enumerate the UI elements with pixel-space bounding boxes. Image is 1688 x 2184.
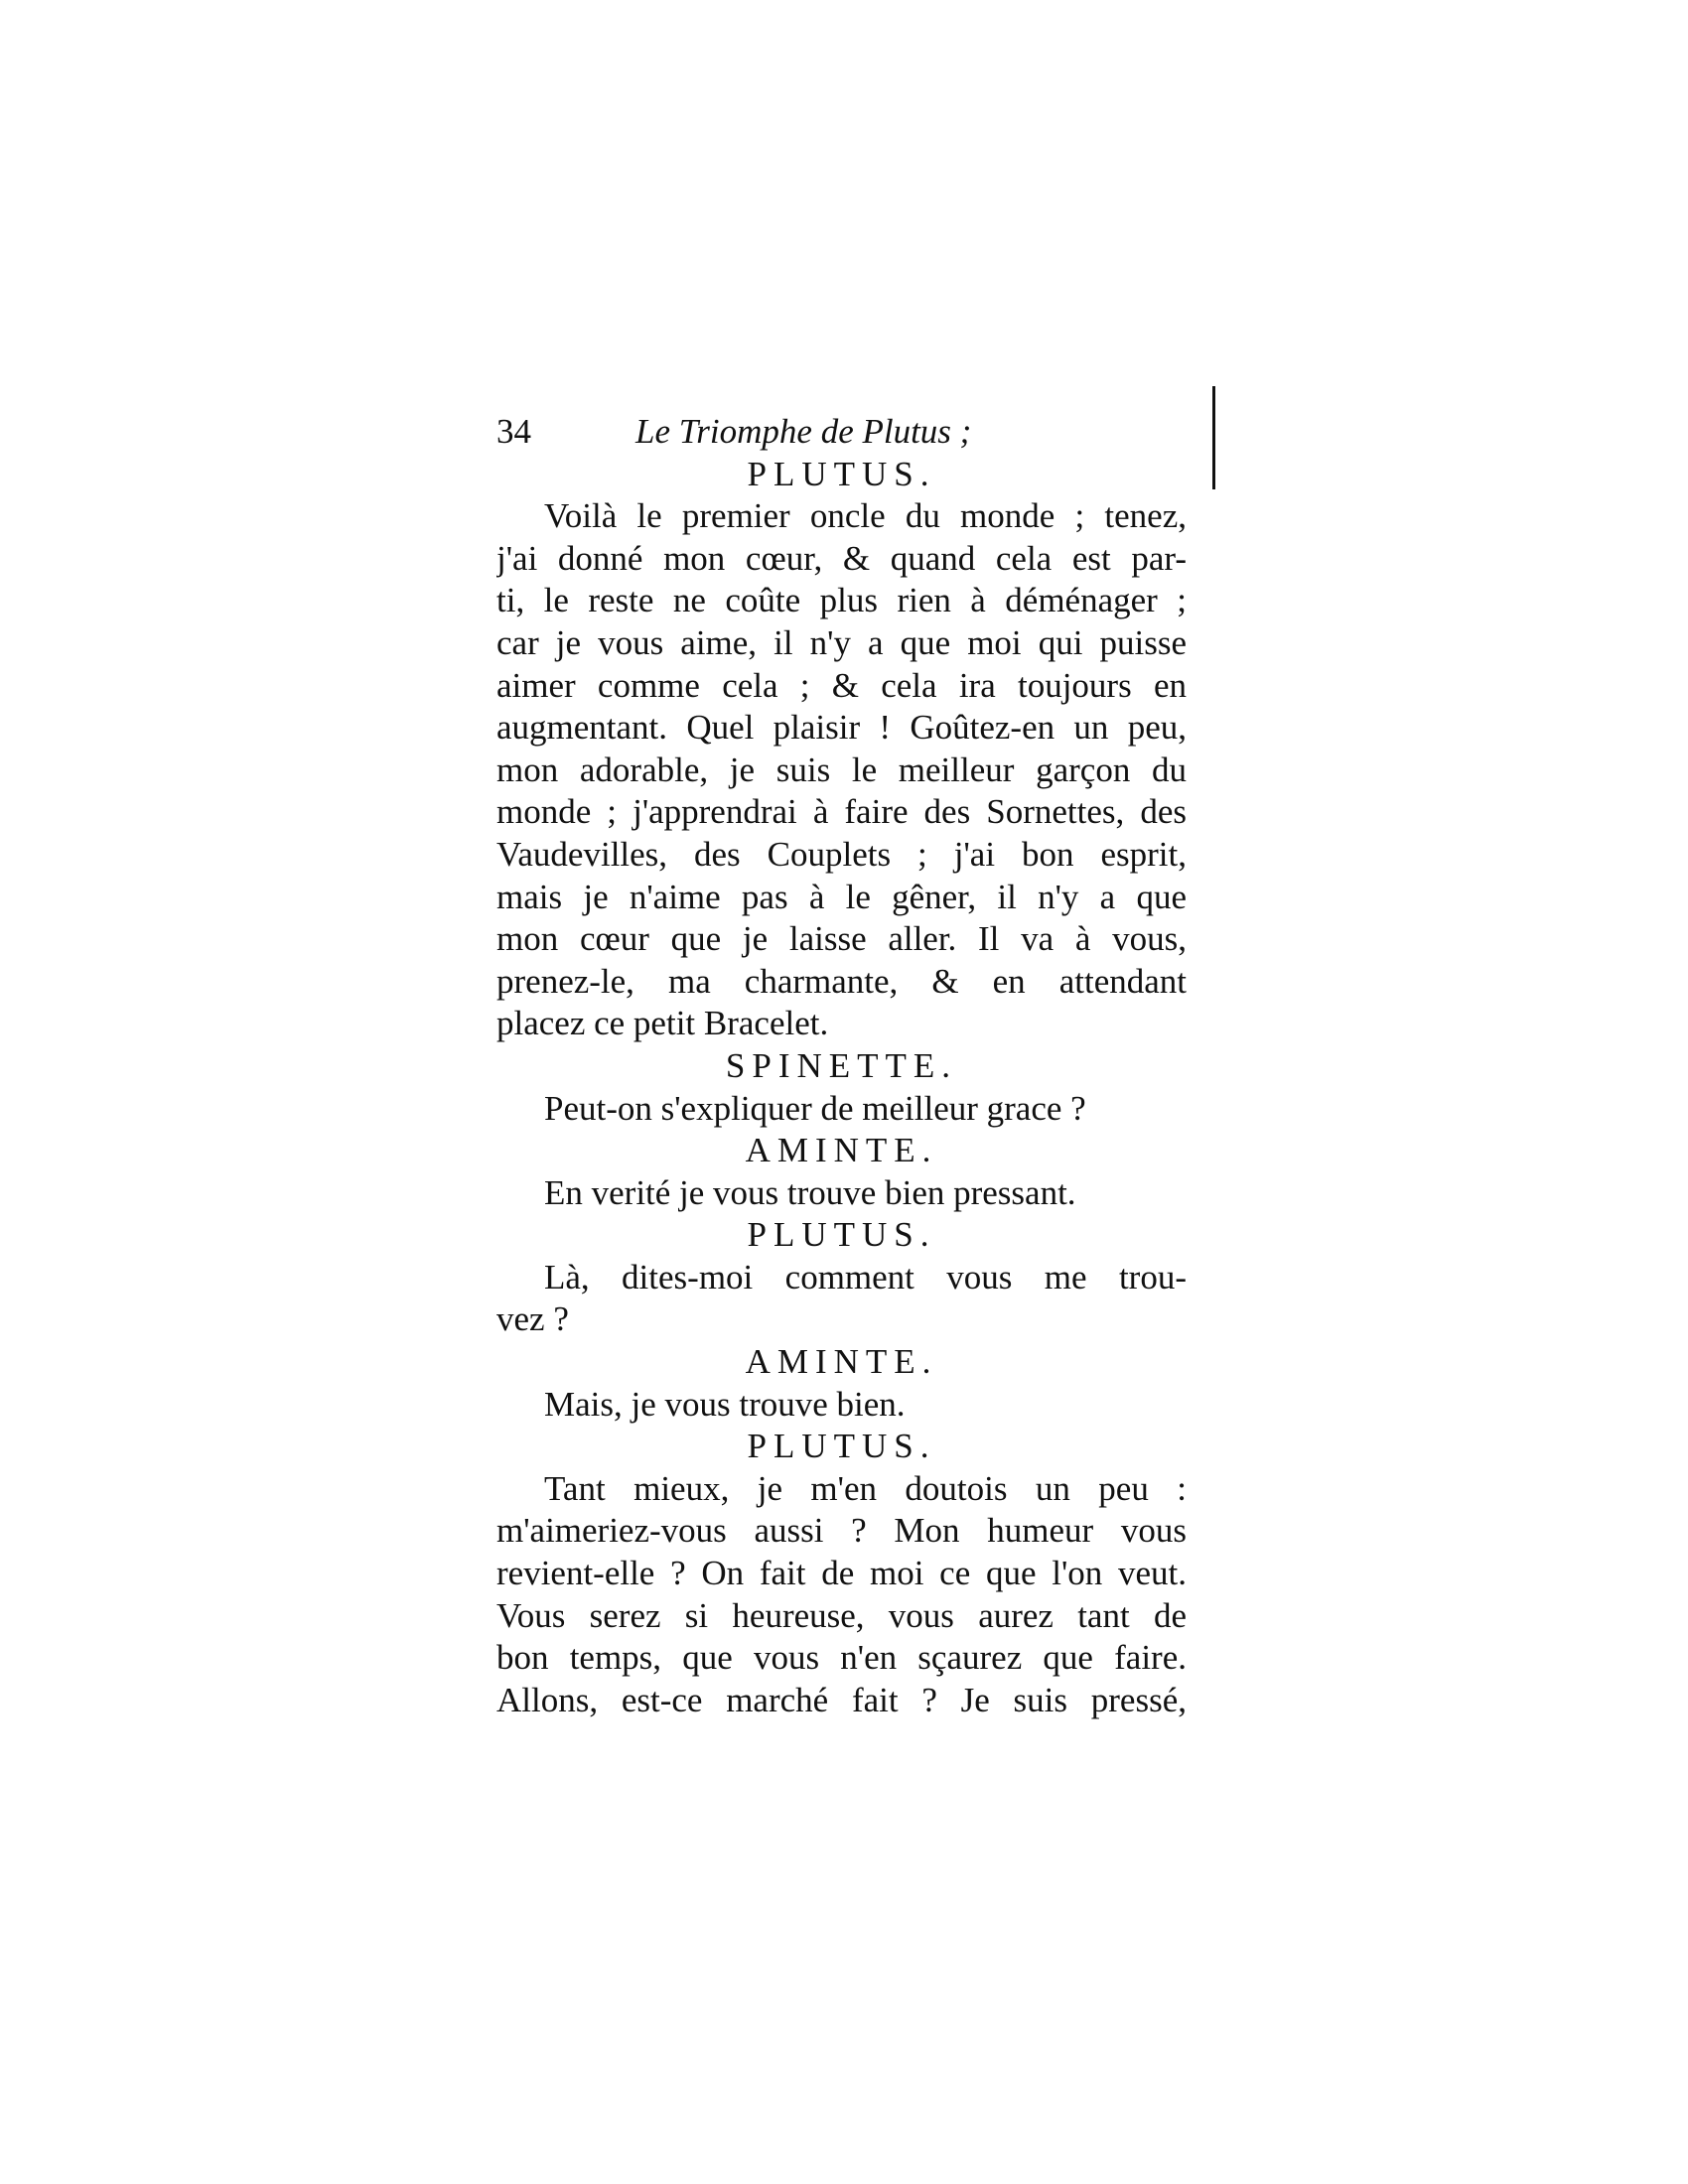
text-line: Vaudevilles, des Couplets ; j'ai bon esprit,: [496, 834, 1187, 874]
text-line: revient-elle ? On fait de moi ce que l'on veut.: [496, 1554, 1187, 1593]
text-line: augmentant. Quel plaisir ! Goûtez-en un peu,: [496, 708, 1187, 748]
text-line: mon adorable, je suis le meilleur garçon du: [496, 750, 1187, 789]
scan-edge-line: [1212, 386, 1215, 489]
text-line: car je vous aime, il n'y a que moi qui puisse: [496, 622, 1187, 662]
speaker-name: PLUTUS.: [747, 454, 936, 493]
text-line: mon cœur que je laisse aller. Il va à vous,: [496, 919, 1187, 959]
text-line: monde ; j'apprendrai à faire des Sornettes, des: [496, 792, 1187, 832]
text-line: ti, le reste ne coûte plus rien à déménager ;: [496, 581, 1187, 620]
text-line: mais je n'aime pas à le gêner, il n'y a que: [496, 877, 1187, 916]
text-line: Allons, est-ce marché fait ? Je suis pressé,: [496, 1680, 1187, 1719]
running-title: Le Triomphe de Plutus ;: [635, 412, 972, 451]
text-line: Là, dites-moi comment vous me trou-: [544, 1257, 1187, 1297]
text-line: bon temps, que vous n'en sçaurez que faire.: [496, 1638, 1187, 1678]
text-line: Mais, je vous trouve bien.: [544, 1384, 906, 1424]
text-line: m'aimeriez-vous aussi ? Mon humeur vous: [496, 1511, 1187, 1551]
text-line: Peut-on s'expliquer de meilleur grace ?: [544, 1088, 1086, 1128]
play-text: [496, 454, 1187, 1722]
text-line: prenez-le, ma charmante, & en attendant: [496, 961, 1187, 1001]
text-line: j'ai donné mon cœur, & quand cela est par-: [496, 538, 1187, 578]
speaker-name: AMINTE.: [745, 1131, 938, 1170]
speaker-name: AMINTE.: [745, 1342, 938, 1382]
page-number: 34: [496, 412, 531, 451]
text-line: aimer comme cela ; & cela ira toujours en: [496, 665, 1187, 705]
speaker-name: SPINETTE.: [725, 1045, 958, 1085]
running-header: [496, 411, 1187, 454]
speaker-name: PLUTUS.: [747, 1427, 936, 1466]
text-line: Voilà le premier oncle du monde ; tenez,: [544, 496, 1187, 536]
book-page: [496, 411, 1187, 1721]
text-line: Vous serez si heureuse, vous aurez tant de: [496, 1595, 1187, 1635]
text-line: vez ?: [496, 1299, 569, 1339]
text-line: Tant mieux, je m'en doutois un peu :: [544, 1468, 1187, 1508]
text-line: placez ce petit Bracelet.: [496, 1004, 829, 1043]
text-line: En verité je vous trouve bien pressant.: [544, 1172, 1076, 1212]
speaker-name: PLUTUS.: [747, 1215, 936, 1255]
